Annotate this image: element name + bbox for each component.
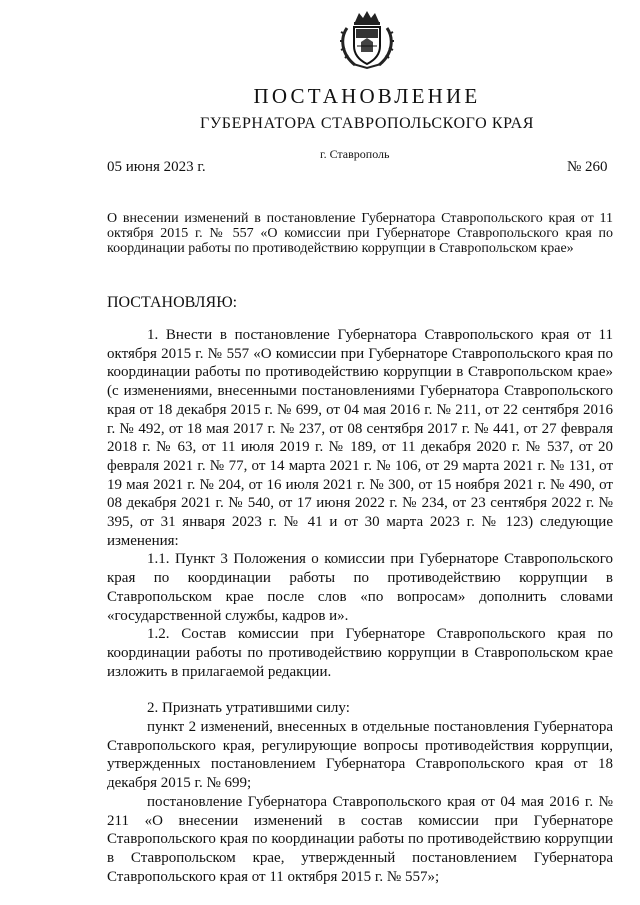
paragraph-1: 1. Внести в постановление Губернатора Ставропольского края от 11 октября 2015 г. № 557 «О комиссии при Губернаторе Ставропольского края по координации работы по противодействию коррупции в Ставропольском крае» (с изменениями, внесенными постановлениями Губернатора Ставропольского края от 18 декабря 2015 г. № 699, от 04 мая 2016 г. № 211, от 22 сентября 2016 г. № 492, от 18 мая 2017 г. № 237, от 08 сентября 2017 г. № 441, от 27 февраля 2018 г. № 63, от 11 июля 2019 г. № 189, от 11 декабря 2020 г. № 537, от 20 февраля 2021 г. № 77, от 14 марта 2021 г. № 106, от 29 марта 2021 г. № 131, от 19 мая 2021 г. № 204, от 16 июля 2021 г. № 300, от 15 ноября 2021 г. № 490, от 08 декабря 2021 г. № 540, от 17 июня 2022 г. № 234, от 23 сентября 2022 г. № 395, от 31 января 2023 г. № 41 и от 30 марта 2023 г. № 123) следующие изменения: — [107, 327, 613, 549]
document-city: г. Ставрополь — [320, 147, 390, 161]
document-subtitle: ГУБЕРНАТОРА СТАВРОПОЛЬСКОГО КРАЯ — [200, 115, 534, 132]
paragraph-2-item-1: пункт 2 изменений, внесенных в отдельные постановления Губернатора Ставропольского края, регулирующие вопросы противодействия коррупции, утвержденных постановлением Губернатора Ставропольского края от 18 декабря 2015 г. № 699; — [107, 719, 613, 792]
paragraph-1-2: 1.2. Состав комиссии при Губернаторе Ставропольского края по координации работы по противодействию коррупции в Ставропольском крае изложить в прилагаемой редакции. — [107, 626, 613, 680]
decree-word: ПОСТАНОВЛЯЮ: — [107, 294, 238, 311]
document-number: № 260 — [567, 159, 608, 175]
document-date: 05 июня 2023 г. — [107, 159, 206, 175]
document-caption: О внесении изменений в постановление Губернатора Ставропольского края от 11 октября 2015 г. № 557 «О комиссии при Губернаторе Ставропольского края по координации работы по противодействию коррупции в Ставропольском крае» — [107, 211, 613, 256]
paragraph-2-item-2: постановление Губернатора Ставропольского края от 04 мая 2016 г. № 211 «О внесении изменений в состав комиссии при Губернаторе Ставропольского края по координации работы по противодействию коррупции в Ставропольском крае, утвержденный постановлением Губернатора Ставропольского края от 11 октября 2015 г. № 557»; — [107, 793, 613, 885]
stavropol-krai-coat-of-arms-icon — [337, 8, 397, 70]
document-body — [107, 326, 613, 886]
document-title: ПОСТАНОВЛЕНИЕ — [253, 84, 481, 108]
paragraph-2: 2. Признать утратившими силу: — [147, 700, 350, 717]
paragraph-1-1: 1.1. Пункт 3 Положения о комиссии при Губернаторе Ставропольского края по координации работы по противодействию коррупции в Ставропольском крае после слов «по вопросам» дополнить словами «государственной службы, кадров и». — [107, 551, 613, 624]
